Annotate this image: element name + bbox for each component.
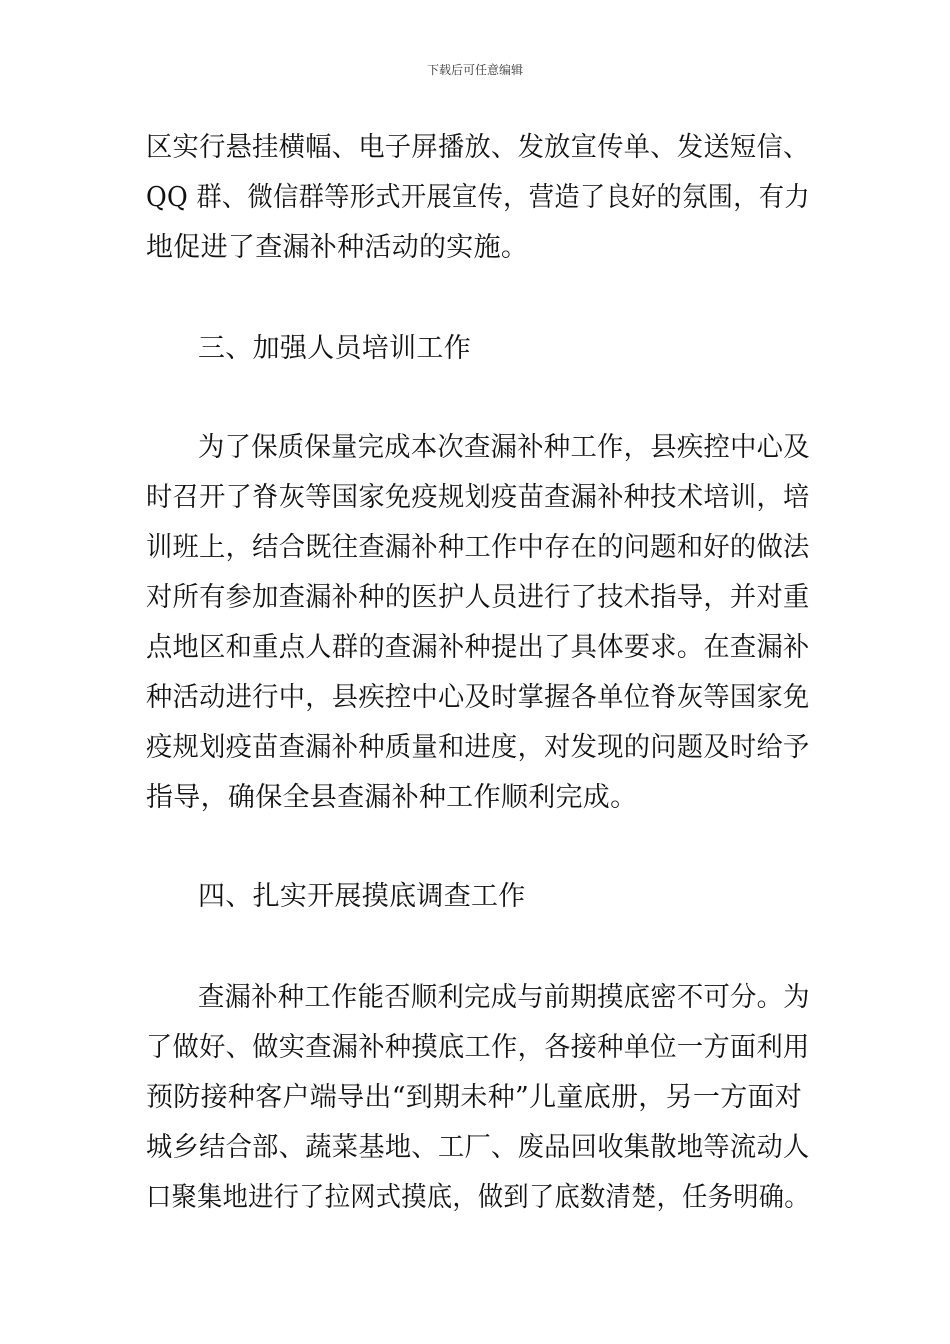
text-line: 种活动进行中，县疾控中心及时掌握各单位脊灰等国家免 bbox=[146, 682, 810, 713]
text-line: 预防接种客户端导出“到期未种”儿童底册，另一方面对 bbox=[146, 1082, 803, 1113]
section-heading-training: 三、加强人员培训工作 bbox=[198, 333, 471, 364]
text-line: 为了保质保量完成本次查漏补种工作，县疾控中心及 bbox=[198, 432, 810, 463]
text-line: 点地区和重点人群的查漏补种提出了具体要求。在查漏补 bbox=[146, 632, 810, 663]
text-line: 训班上，结合既往查漏补种工作中存在的问题和好的做法 bbox=[146, 532, 810, 563]
text-line: 指导，确保全县查漏补种工作顺利完成。 bbox=[146, 782, 638, 813]
text-line: 疫规划疫苗查漏补种质量和进度，对发现的问题及时给予 bbox=[146, 732, 810, 763]
section-heading-survey: 四、扎实开展摸底调查工作 bbox=[198, 881, 526, 912]
text-line: 区实行悬挂横幅、电子屏播放、发放宣传单、发送短信、 bbox=[146, 132, 810, 163]
text-line: 地促进了查漏补种活动的实施。 bbox=[146, 232, 529, 263]
text-line: 城乡结合部、蔬菜基地、工厂、废品回收集散地等流动人 bbox=[146, 1132, 810, 1163]
text-line: 对所有参加查漏补种的医护人员进行了技术指导，并对重 bbox=[146, 582, 810, 613]
text-line: 时召开了脊灰等国家免疫规划疫苗查漏补种技术培训，培 bbox=[146, 482, 810, 513]
text-line: 了做好、做实查漏补种摸底工作，各接种单位一方面利用 bbox=[146, 1032, 810, 1063]
text-line: 查漏补种工作能否顺利完成与前期摸底密不可分。为 bbox=[198, 982, 810, 1013]
text-line: QQ 群、微信群等形式开展宣传，营造了良好的氛围，有力 bbox=[146, 182, 810, 213]
text-line: 口聚集地进行了拉网式摸底，做到了底数清楚，任务明确。 bbox=[146, 1182, 810, 1213]
page-header: 下载后可任意编辑 bbox=[426, 63, 523, 77]
